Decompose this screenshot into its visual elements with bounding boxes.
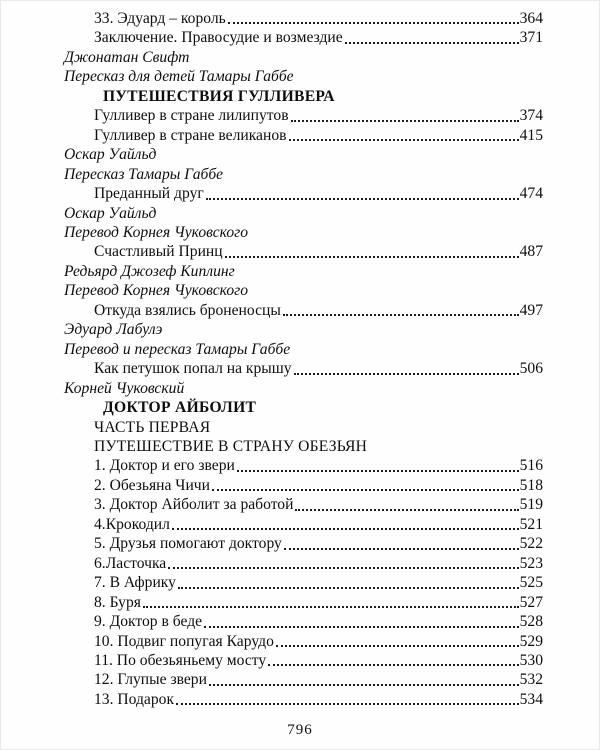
- toc-entry-label: 7. В Африку: [94, 574, 176, 592]
- toc-entry-label: 6.Ласточка: [94, 554, 167, 572]
- toc-author-line: [64, 320, 543, 339]
- toc-author-line: [64, 340, 543, 359]
- toc-author-line: [64, 379, 543, 398]
- dot-leader: [172, 528, 519, 530]
- toc-section-label: ПУТЕШЕСТВИЯ ГУЛЛИВЕРА: [103, 87, 335, 105]
- toc-entry: [64, 126, 543, 145]
- toc-author-label: Оскар Уайльд: [64, 146, 157, 164]
- toc-part-heading: [64, 418, 543, 437]
- dot-leader: [212, 489, 519, 491]
- toc-entry-label: 13. Подарок: [94, 690, 175, 708]
- toc-entry: [64, 359, 543, 378]
- toc-page-number: 497: [519, 301, 543, 319]
- table-of-contents: [64, 9, 543, 709]
- dot-leader: [204, 626, 519, 628]
- toc-page-number: 371: [519, 29, 543, 47]
- toc-entry-label: Как петушок попал на крышу: [94, 360, 292, 378]
- toc-page-number: 521: [519, 515, 543, 533]
- dot-leader: [237, 470, 519, 472]
- toc-page-number: 528: [519, 613, 543, 631]
- toc-entry-label: 4.Крокодил: [94, 515, 170, 533]
- toc-entry: [64, 651, 543, 670]
- toc-entry-label: Счастливый Принц: [94, 243, 223, 261]
- toc-section-heading: [64, 398, 543, 417]
- toc-entry-label: 33. Эдуард – король: [94, 10, 226, 27]
- page-footer-number: 796: [287, 722, 313, 738]
- toc-page-number: 474: [519, 185, 543, 203]
- dot-leader: [283, 314, 519, 316]
- toc-entry: [64, 670, 543, 689]
- toc-entry: [64, 534, 543, 553]
- toc-author-line: [64, 67, 543, 86]
- toc-author-label: Корней Чуковский: [64, 379, 185, 397]
- toc-entry-label: Преданный друг: [94, 185, 204, 203]
- toc-page-number: 364: [519, 10, 543, 27]
- toc-entry: [64, 593, 543, 612]
- dot-leader: [291, 120, 519, 122]
- toc-page-number: 516: [519, 457, 543, 475]
- toc-entry: [64, 554, 543, 573]
- toc-entry: [64, 612, 543, 631]
- toc-entry: [64, 690, 543, 709]
- toc-entry: [64, 184, 543, 203]
- toc-entry-label: Откуда взялись броненосцы: [94, 301, 281, 319]
- toc-section-heading: [64, 87, 543, 106]
- toc-page-number: 523: [519, 554, 543, 572]
- toc-author-line: [64, 145, 543, 164]
- toc-author-line: [64, 223, 543, 242]
- toc-page-number: 374: [519, 107, 543, 125]
- toc-part-label: ЧАСТЬ ПЕРВАЯ: [94, 418, 211, 436]
- toc-page-number: 522: [519, 535, 543, 553]
- toc-entry: [64, 495, 543, 514]
- toc-author-label: Пересказ Тамары Габбе: [64, 165, 224, 183]
- toc-entry: [64, 476, 543, 495]
- dot-leader: [206, 198, 519, 200]
- toc-author-label: Перевод и пересказ Тамары Габбе: [64, 340, 291, 358]
- toc-author-line: [64, 262, 543, 281]
- toc-author-line: [64, 281, 543, 300]
- dot-leader: [225, 256, 519, 258]
- toc-entry-label: 11. По обезьяньему мосту: [94, 651, 267, 669]
- toc-entry: [64, 573, 543, 592]
- toc-page-number: 525: [519, 574, 543, 592]
- toc-author-label: Перевод Корнея Чуковского: [64, 223, 249, 241]
- dot-leader: [289, 139, 519, 141]
- dot-leader: [294, 373, 519, 375]
- toc-author-label: Оскар Уайльд: [64, 204, 157, 222]
- toc-author-label: Эдуард Лабулэ: [64, 321, 163, 339]
- dot-leader: [268, 664, 518, 666]
- dot-leader: [276, 645, 519, 647]
- toc-page-number: 487: [519, 243, 543, 261]
- dot-leader: [209, 684, 519, 686]
- toc-page-number: 534: [519, 690, 543, 708]
- toc-entry: [64, 106, 543, 125]
- toc-author-label: Перевод Корнея Чуковского: [64, 282, 249, 300]
- dot-leader: [178, 587, 519, 589]
- toc-entry: [64, 632, 543, 651]
- toc-entry-label: 10. Подвиг попугая Карудо: [94, 632, 274, 650]
- dot-leader: [295, 509, 518, 511]
- toc-page-number: 518: [519, 476, 543, 494]
- toc-entry-label: Гулливер в стране лилипутов: [94, 107, 289, 125]
- toc-entry-label: Заключение. Правосудие и возмездие: [94, 29, 343, 47]
- toc-entry-label: Гулливер в стране великанов: [94, 126, 287, 144]
- dot-leader: [284, 548, 519, 550]
- toc-entry-label: 8. Буря: [94, 593, 141, 611]
- toc-entry-label: 1. Доктор и его звери: [94, 457, 235, 475]
- toc-entry-label: 3. Доктор Айболит за работой: [94, 496, 294, 514]
- toc-page-number: 529: [519, 632, 543, 650]
- toc-entry: [64, 28, 543, 47]
- dot-leader: [176, 703, 519, 705]
- dot-leader: [228, 22, 519, 24]
- toc-page-number: 530: [519, 651, 543, 669]
- toc-entry-label: 12. Глупые звери: [94, 671, 207, 689]
- dot-leader: [345, 42, 519, 44]
- toc-author-line: [64, 165, 543, 184]
- toc-entry-label: 2. Обезьяна Чичи: [94, 476, 210, 494]
- toc-page-number: 519: [519, 496, 543, 514]
- dot-leader: [168, 567, 518, 569]
- toc-author-label: Редьярд Джозеф Киплинг: [64, 262, 235, 280]
- toc-author-line: [64, 48, 543, 67]
- toc-part-label: ПУТЕШЕСТВИЕ В СТРАНУ ОБЕЗЬЯН: [94, 437, 368, 455]
- toc-page-number: 506: [519, 360, 543, 378]
- toc-author-label: Джонатан Свифт: [64, 48, 190, 66]
- toc-entry: [64, 301, 543, 320]
- toc-entry-label: 5. Друзья помогают доктору: [94, 535, 282, 553]
- toc-entry: [64, 456, 543, 475]
- toc-entry: [64, 242, 543, 261]
- toc-page-number: 532: [519, 671, 543, 689]
- toc-entry-label: 9. Доктор в беде: [94, 613, 203, 631]
- toc-entry: [64, 9, 543, 28]
- toc-entry: [64, 515, 543, 534]
- toc-part-heading: [64, 437, 543, 456]
- toc-page-number: 527: [519, 593, 543, 611]
- toc-page-number: 415: [519, 126, 543, 144]
- toc-section-label: ДОКТОР АЙБОЛИТ: [103, 399, 257, 417]
- toc-author-line: [64, 204, 543, 223]
- dot-leader: [143, 606, 519, 608]
- toc-author-label: Пересказ для детей Тамары Габбе: [64, 68, 294, 86]
